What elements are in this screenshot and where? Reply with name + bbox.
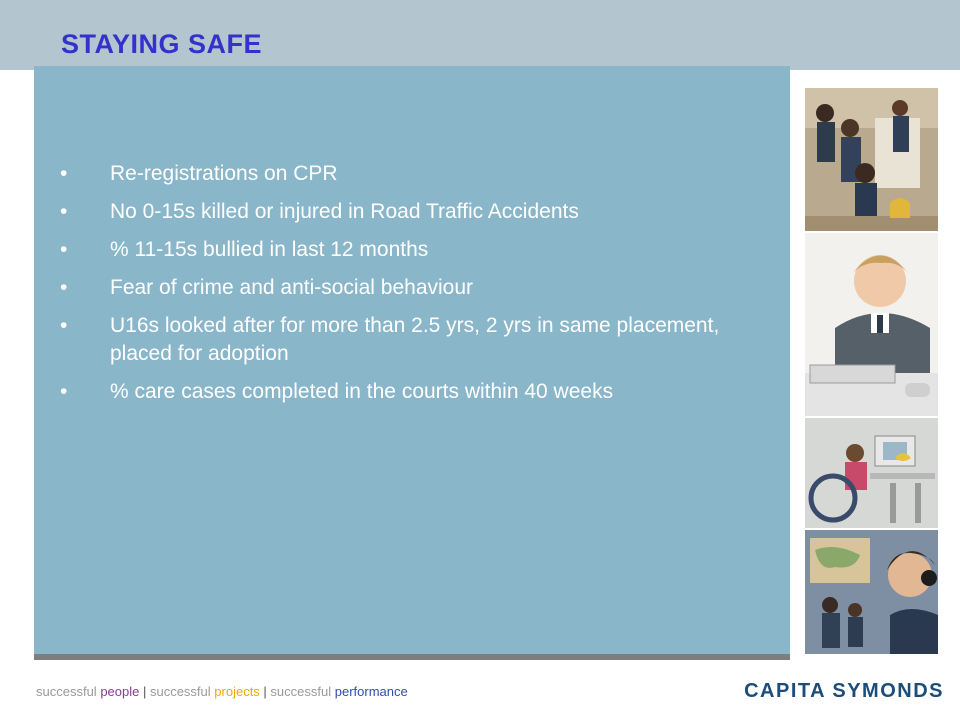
- tagline-text: successful: [270, 684, 335, 699]
- photo-boy-headphones: [805, 530, 938, 654]
- photo-wheelchair-computer: [805, 418, 938, 528]
- bullet-item: [58, 274, 758, 302]
- content-panel-shadow: [34, 654, 790, 660]
- tagline-people: people: [100, 684, 140, 699]
- bullet-dot: •: [60, 314, 68, 337]
- bullet-item: [58, 198, 758, 226]
- tagline-separator: |: [139, 684, 150, 699]
- slide-title: STAYING SAFE: [61, 29, 263, 59]
- tagline-projects: projects: [214, 684, 260, 699]
- bullet-dot: •: [60, 380, 68, 403]
- footer-tagline: [36, 684, 408, 699]
- bullet-dot: •: [60, 276, 68, 299]
- bullet-dot: •: [60, 162, 68, 185]
- bullet-dot: •: [60, 200, 68, 223]
- bullet-text: Re-registrations on CPR: [110, 162, 338, 185]
- tagline-text: successful: [149, 684, 215, 699]
- bullet-item: [58, 378, 758, 406]
- photo-strip: [805, 88, 938, 654]
- brand-logo: CAPITA SYMONDS: [744, 680, 944, 702]
- bullet-dot: •: [60, 238, 68, 261]
- bullet-list: [58, 160, 758, 416]
- bullet-text: U16s looked after for more than 2.5 yrs, 2 yrs in same placement, placed for adoption: [110, 314, 720, 365]
- bullet-item: [58, 160, 758, 188]
- bullet-item: [58, 312, 758, 368]
- bullet-item: [58, 236, 758, 264]
- bullet-text: Fear of crime and anti-social behaviour: [110, 276, 474, 299]
- tagline-separator: |: [259, 684, 271, 699]
- tagline-text: successful: [36, 684, 101, 699]
- photo-children-classroom: [805, 88, 938, 231]
- bullet-text: % 11-15s bullied in last 12 months: [110, 238, 429, 261]
- bullet-text: No 0-15s killed or injured in Road Traffic Accidents: [110, 200, 579, 223]
- photo-boy-keyboard: [805, 233, 938, 416]
- tagline-performance: performance: [334, 684, 408, 699]
- bullet-text: % care cases completed in the courts within 40 weeks: [110, 380, 614, 403]
